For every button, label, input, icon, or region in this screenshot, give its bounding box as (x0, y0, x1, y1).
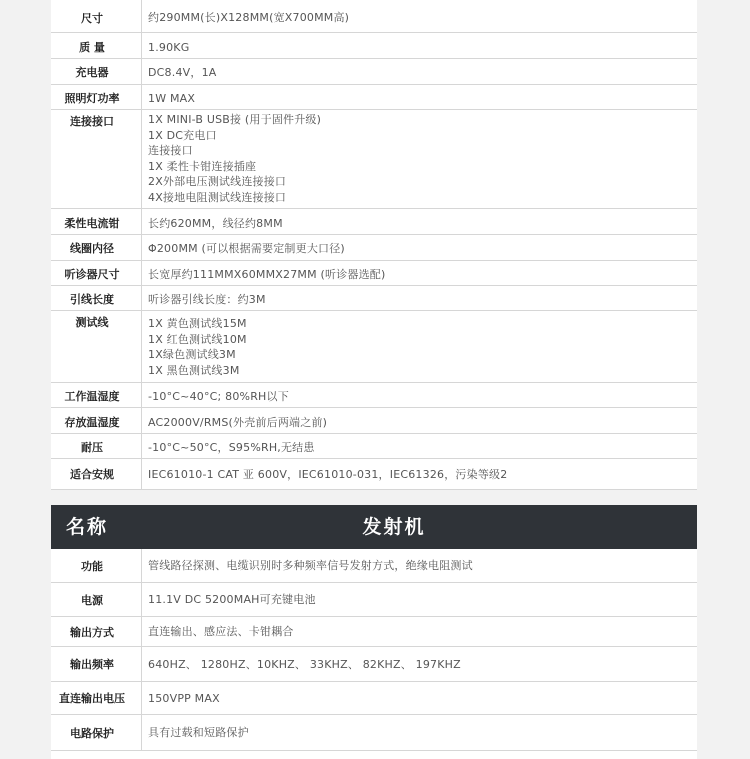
table-row (51, 110, 697, 209)
value-line: 4X接地电阻测试线连接接口 (148, 190, 287, 204)
row-label: 连接接口 (70, 115, 114, 128)
value-line: -10°C~50°C，S95%RH,无结患 (148, 441, 315, 454)
value-line: Φ200MM (可以根据需要定制更大口径) (148, 242, 345, 255)
row-label: 柔性电流钳 (64, 217, 120, 230)
row-value (148, 216, 689, 232)
row-value (148, 316, 689, 378)
row-value (148, 91, 689, 107)
table-row (51, 261, 697, 286)
column-divider (141, 617, 142, 646)
row-label: 照明灯功率 (64, 92, 120, 105)
row-label: 尺寸 (81, 12, 103, 25)
value-line: 长约620MM，线径约8MM (148, 217, 283, 230)
value-line: 150VPP MAX (148, 692, 220, 705)
column-divider (141, 647, 142, 681)
value-line: 1X MINI-B USB接 (用于固件升级) (148, 113, 322, 126)
value-line: 1X 红色测试线10M (148, 332, 247, 346)
value-line: 直连输出、感应法、卡钳耦合 (148, 625, 294, 638)
transmitter-header (51, 505, 697, 549)
table-row (51, 583, 697, 617)
row-value (148, 112, 689, 205)
row-label: 直连输出电压 (59, 692, 125, 705)
row-label: 输出方式 (70, 626, 114, 639)
row-label: 适合安规 (70, 468, 114, 481)
row-value (148, 725, 689, 741)
value-line: 具有过载和短路保护 (148, 726, 249, 739)
table-row (51, 209, 697, 235)
column-divider (141, 459, 142, 489)
header-title: 发射机 (362, 516, 426, 538)
column-divider (141, 383, 142, 407)
row-label: 功能 (81, 560, 103, 573)
value-line: 连接接口 (148, 144, 193, 157)
row-value (148, 292, 689, 308)
row-label: 线圈内径 (70, 242, 114, 255)
row-label: 工作温湿度 (64, 390, 120, 403)
value-line: 11.1V DC 5200MAH可充键电池 (148, 593, 316, 606)
value-line: 1X 黄色测试线15M (148, 317, 247, 330)
row-label: 电路保护 (70, 727, 114, 740)
row-label: 充电器 (75, 66, 109, 79)
column-divider (141, 33, 142, 58)
column-divider (141, 59, 142, 84)
table-row (51, 286, 697, 311)
table-row (51, 235, 697, 261)
table-row (51, 682, 697, 715)
table-row (51, 549, 697, 583)
table-row (51, 311, 697, 383)
value-line: IEC61010-1 CAT 亚 600V，IEC61010-031，IEC61326，污染等级2 (148, 468, 508, 481)
value-line: DC8.4V，1A (148, 66, 217, 79)
row-value (148, 40, 689, 56)
value-line: 1W MAX (148, 92, 196, 105)
column-divider (141, 209, 142, 234)
value-line: AC2000V/RMS(外壳前后两端之前) (148, 416, 328, 429)
column-divider (141, 0, 142, 32)
row-value (148, 267, 689, 283)
column-divider (141, 434, 142, 458)
column-divider (141, 286, 142, 310)
column-divider (141, 110, 142, 208)
row-label: 质 量 (79, 41, 105, 54)
row-value (148, 657, 689, 673)
row-value (148, 415, 689, 431)
table-row (51, 0, 697, 33)
row-label: 引线长度 (70, 293, 114, 306)
table-row (51, 33, 697, 59)
header-name: 名称 (66, 516, 109, 538)
table-row (51, 383, 697, 408)
table-row (51, 408, 697, 434)
value-line: -10°C~40°C; 80%RH以下 (148, 390, 289, 403)
column-divider (141, 311, 142, 382)
column-divider (141, 235, 142, 260)
row-label: 听诊器尺寸 (64, 268, 120, 281)
table-row (51, 459, 697, 490)
column-divider (141, 715, 142, 750)
row-label: 测试线 (75, 316, 109, 329)
row-value (148, 241, 689, 257)
column-divider (141, 261, 142, 285)
value-line: 640HZ、 1280HZ、10KHZ、 33KHZ、 82KHZ、 197KHZ (148, 658, 461, 671)
table-row (51, 715, 697, 751)
table-row (51, 85, 697, 110)
value-line: 管线路径探测、电缆识别时多种频率信号发射方式，绝缘电阻测试 (148, 559, 473, 572)
column-divider (141, 408, 142, 433)
table-row (51, 434, 697, 459)
value-line: 长宽厚约111MMX60MMX27MM (听诊器选配) (148, 268, 386, 281)
table-row (51, 617, 697, 647)
row-value (148, 10, 689, 26)
column-divider (141, 682, 142, 714)
value-line: 2X外部电压测试线连接接口 (148, 175, 287, 188)
row-label: 电源 (81, 594, 103, 607)
column-divider (141, 549, 142, 582)
row-label: 输出频率 (70, 658, 114, 671)
value-line: 1.90KG (148, 41, 190, 54)
table-row (51, 647, 697, 682)
value-line: 听诊器引线长度：约3M (148, 293, 266, 306)
row-value (148, 440, 689, 456)
row-label: 耐压 (81, 441, 103, 454)
column-divider (141, 85, 142, 109)
column-divider (141, 583, 142, 616)
row-value (148, 467, 689, 483)
row-value (148, 65, 689, 81)
row-value (148, 592, 689, 608)
value-line: 约290MM(长)X128MM(宽X700MM高) (148, 11, 350, 24)
value-line: 1X 黑色测试线3M (148, 363, 240, 377)
row-value (148, 624, 689, 640)
value-line: 1X绿色测试线3M (148, 348, 236, 361)
row-label: 存放温湿度 (64, 416, 120, 429)
value-line: 1X 柔性卡钳连接插座 (148, 159, 257, 173)
row-value (148, 691, 689, 707)
value-line: 1X DC充电口 (148, 128, 217, 142)
row-value (148, 558, 689, 574)
table-row (51, 59, 697, 85)
row-value (148, 389, 689, 405)
